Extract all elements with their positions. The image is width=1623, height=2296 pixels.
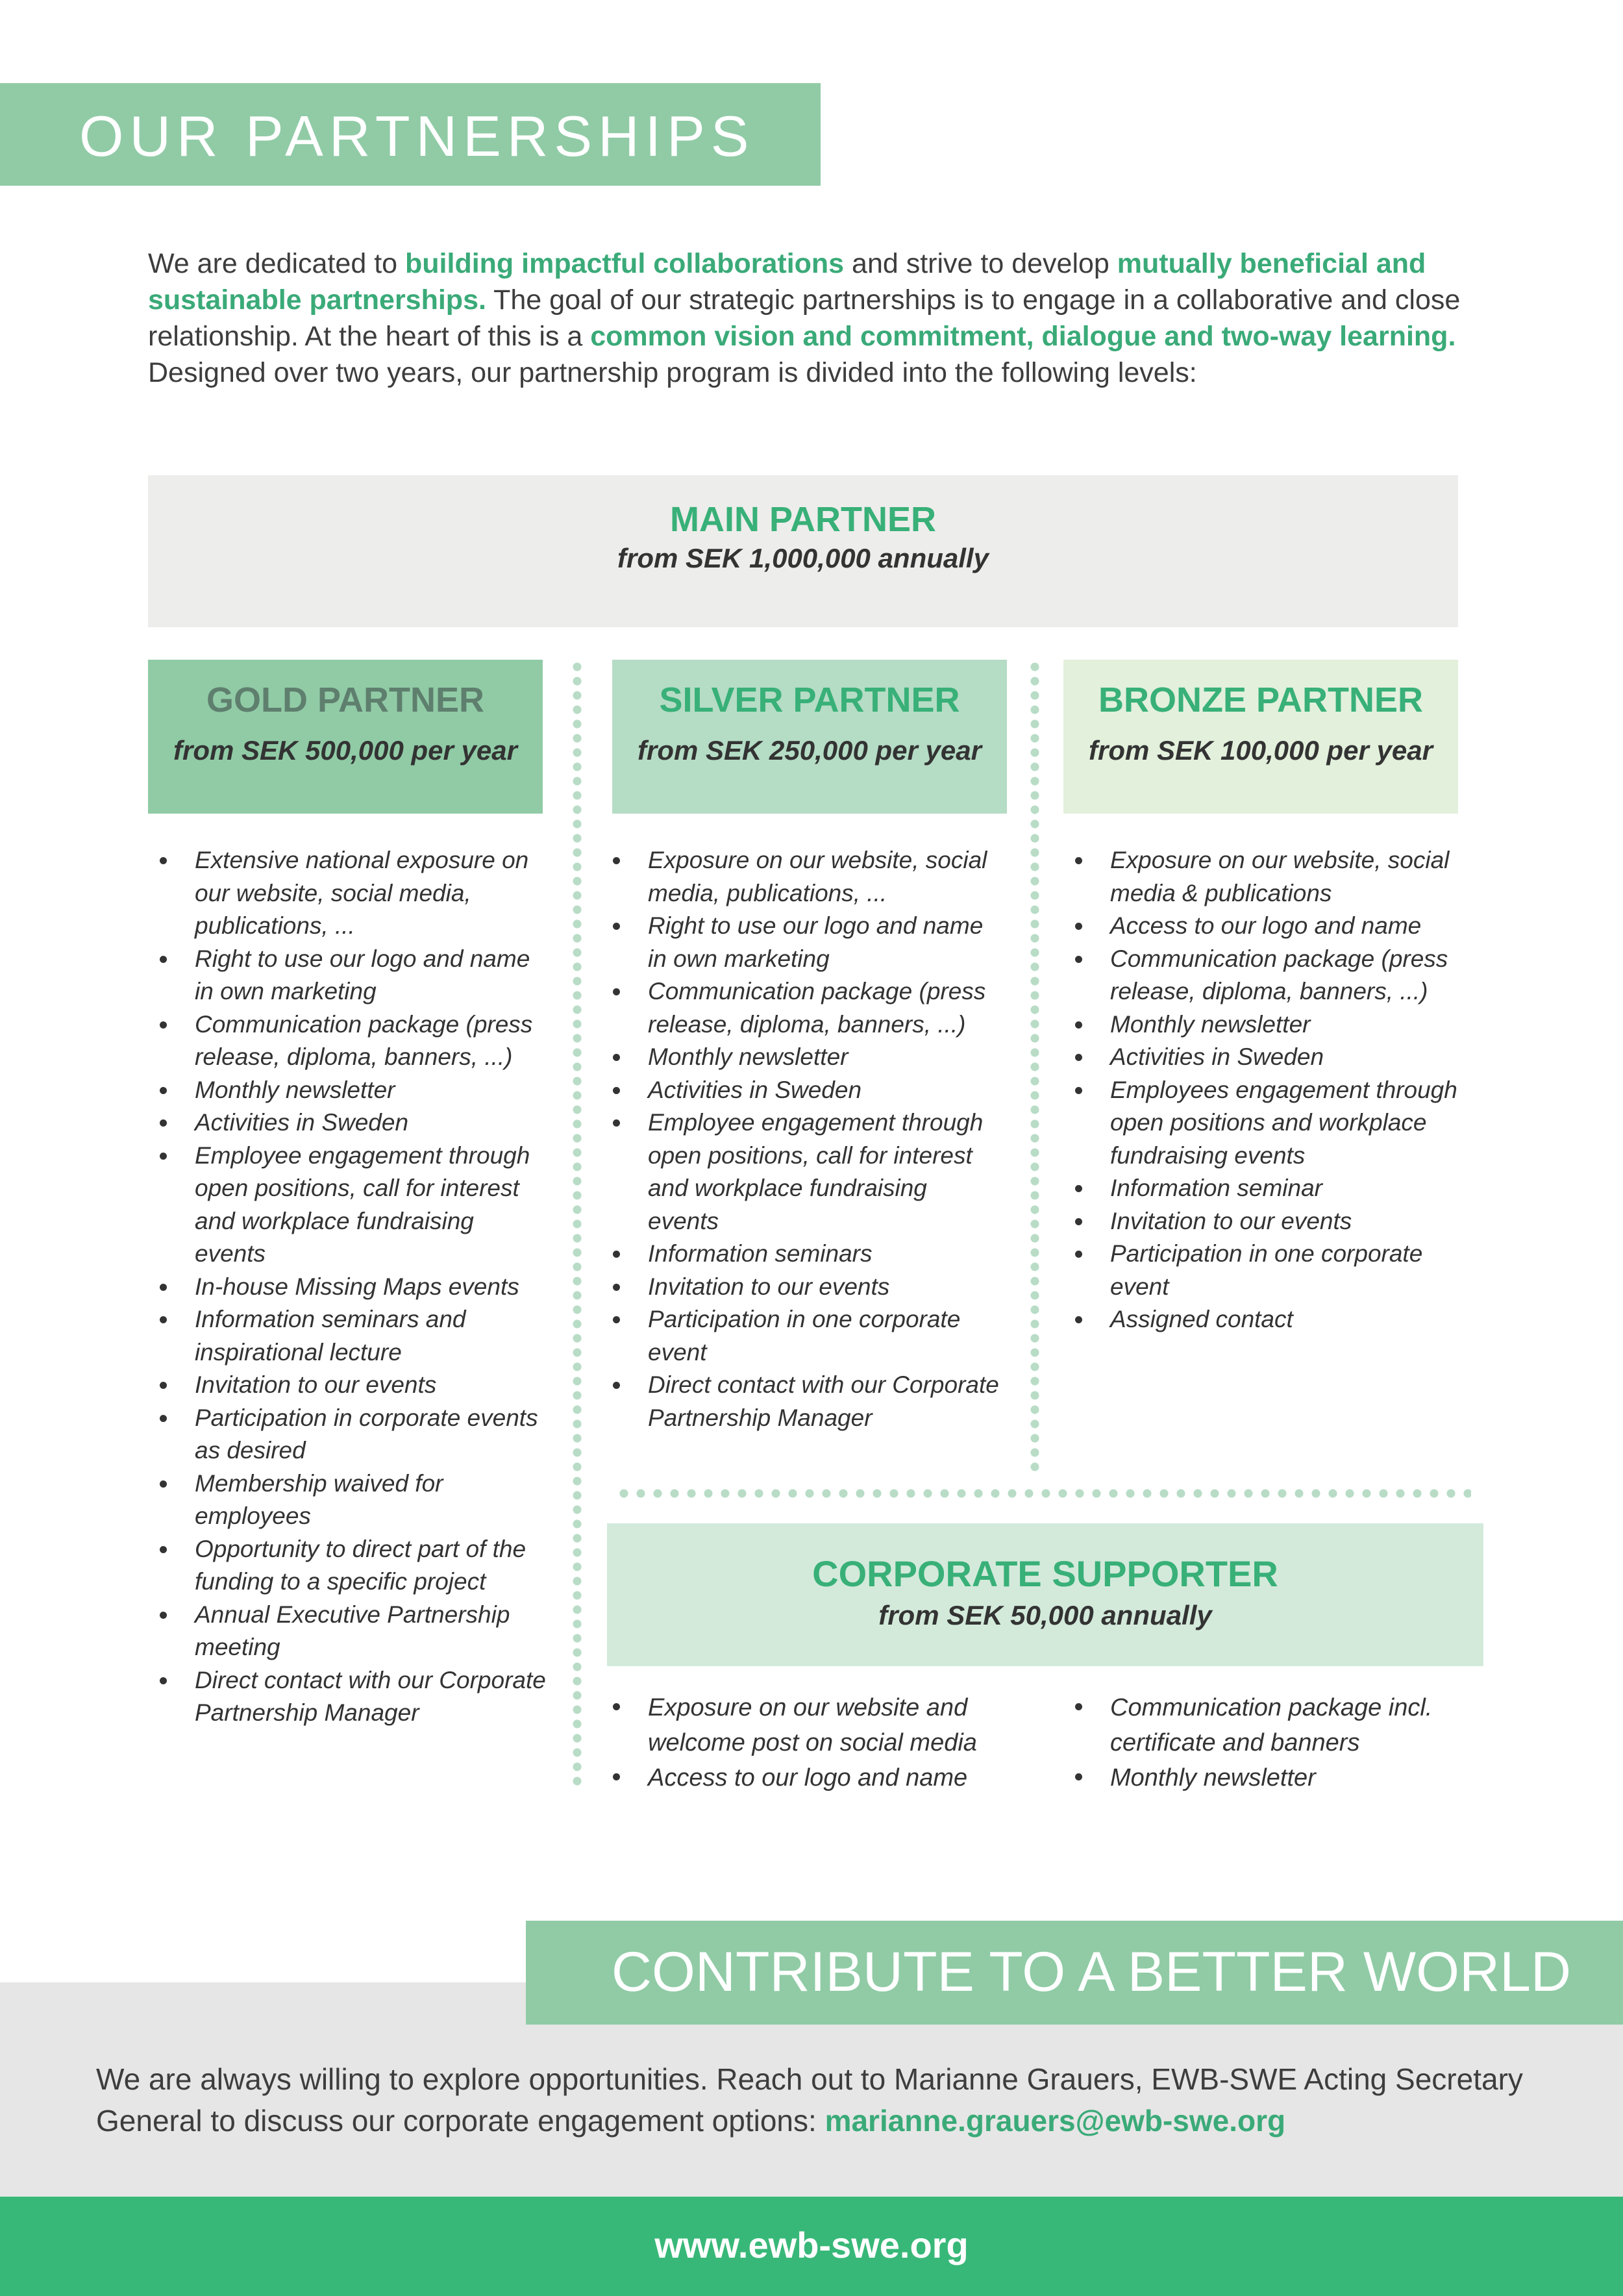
list-item: Invitation to our events xyxy=(1063,1205,1479,1238)
list-item: Employee engagement through open positions, call for interest and workplace fundraising events xyxy=(601,1106,1004,1238)
cta-heading: CONTRIBUTE TO A BETTER WORLD xyxy=(611,1941,1571,2003)
gold-partner-box xyxy=(148,660,543,814)
intro-highlight: building impactful collaborations xyxy=(405,248,845,279)
cta-band xyxy=(526,1921,1623,2025)
list-item: Communication package (press release, diploma, banners, ...) xyxy=(1063,943,1479,1008)
main-partner-box xyxy=(148,475,1458,627)
list-item: Communication package incl. certificate and banners xyxy=(1063,1690,1466,1760)
list-item: Monthly newsletter xyxy=(1063,1008,1479,1042)
gold-partner-title: GOLD PARTNER xyxy=(206,680,484,719)
list-item: Communication package (press release, diploma, banners, ...) xyxy=(601,975,1004,1041)
list-item: Monthly newsletter xyxy=(1063,1760,1466,1795)
intro-text: We are dedicated to xyxy=(148,248,406,279)
website-band xyxy=(0,2197,1623,2296)
main-partner-title: MAIN PARTNER xyxy=(670,500,936,539)
list-item: Invitation to our events xyxy=(601,1271,1004,1304)
list-item: Employees engagement through open positions and workplace fundraising events xyxy=(1063,1074,1479,1173)
bronze-partner-title: BRONZE PARTNER xyxy=(1098,680,1423,719)
corporate-benefits-right xyxy=(1063,1690,1466,1795)
list-item: Access to our logo and name xyxy=(1063,910,1479,943)
list-item: Participation in one corporate event xyxy=(601,1303,1004,1369)
list-item: Monthly newsletter xyxy=(148,1074,551,1107)
list-item: Right to use our logo and name in own marketing xyxy=(601,910,1004,975)
list-item: Access to our logo and name xyxy=(601,1760,1004,1795)
list-item: Activities in Sweden xyxy=(1063,1041,1479,1074)
list-item: Activities in Sweden xyxy=(601,1074,1004,1107)
corporate-supporter-box xyxy=(607,1523,1483,1666)
list-item: Opportunity to direct part of the funding to a specific project xyxy=(148,1533,551,1599)
list-item: Participation in corporate events as desired xyxy=(148,1402,551,1467)
corporate-supporter-price: from SEK 50,000 annually xyxy=(878,1600,1212,1630)
intro-text: Designed over two years, our partnership program is divided into the following levels: xyxy=(148,357,1197,388)
bronze-partner-box xyxy=(1063,660,1458,814)
contact-message: We are always willing to explore opportunities. Reach out to Marianne Grauers, EWB-SWE Acting Secretary General to discuss our corporate engagement options: xyxy=(96,2062,1523,2138)
contact-email-link[interactable]: marianne.grauers@ewb-swe.org xyxy=(824,2104,1286,2138)
intro-paragraph xyxy=(148,245,1467,391)
website-link[interactable]: www.ewb-swe.org xyxy=(654,2225,969,2265)
list-item: Direct contact with our Corporate Partnership Manager xyxy=(601,1369,1004,1434)
list-item: Information seminars and inspirational lecture xyxy=(148,1303,551,1369)
list-item: Information seminars xyxy=(601,1238,1004,1271)
silver-partner-box xyxy=(612,660,1007,814)
list-item: Exposure on our website and welcome post on social media xyxy=(601,1690,1004,1760)
silver-benefits-list xyxy=(601,844,1004,1434)
list-item: Communication package (press release, diploma, banners, ...) xyxy=(148,1008,551,1074)
list-item: Right to use our logo and name in own marketing xyxy=(148,943,551,1008)
list-item: Annual Executive Partnership meeting xyxy=(148,1599,551,1664)
page-title: OUR PARTNERSHIPS xyxy=(79,104,755,168)
title-band xyxy=(0,83,821,186)
list-item: Exposure on our website, social media & publications xyxy=(1063,844,1479,910)
bronze-partner-price: from SEK 100,000 per year xyxy=(1089,735,1433,766)
silver-partner-title: SILVER PARTNER xyxy=(659,680,960,719)
intro-text: The goal of our strategic partnerships is to engage in a collaborative and close relationship. At the heart of this is a xyxy=(148,284,1461,352)
list-item: Extensive national exposure on our website, social media, publications, ... xyxy=(148,844,551,943)
list-item: Activities in Sweden xyxy=(148,1106,551,1140)
list-item: In-house Missing Maps events xyxy=(148,1271,551,1304)
intro-highlight: mutually beneficial and sustainable partnerships. xyxy=(148,248,1426,316)
silver-partner-price: from SEK 250,000 per year xyxy=(638,735,982,766)
list-item: Membership waived for employees xyxy=(148,1467,551,1533)
list-item: Assigned contact xyxy=(1063,1303,1479,1336)
dotted-divider xyxy=(1028,660,1041,1471)
contact-text xyxy=(96,2058,1550,2141)
intro-highlight: common vision and commitment, dialogue and two-way learning. xyxy=(590,321,1456,352)
corporate-benefits-left xyxy=(601,1690,1004,1795)
dotted-divider xyxy=(571,660,584,1790)
intro-text: and strive to develop xyxy=(844,248,1117,279)
list-item: Information seminar xyxy=(1063,1172,1479,1205)
main-partner-price: from SEK 1,000,000 annually xyxy=(617,543,989,573)
dotted-divider xyxy=(615,1487,1471,1500)
gold-benefits-list xyxy=(148,844,551,1730)
gold-partner-price: from SEK 500,000 per year xyxy=(173,735,517,766)
list-item: Direct contact with our Corporate Partnership Manager xyxy=(148,1664,551,1730)
list-item: Exposure on our website, social media, publications, ... xyxy=(601,844,1004,910)
bronze-benefits-list xyxy=(1063,844,1479,1336)
list-item: Participation in one corporate event xyxy=(1063,1238,1479,1303)
list-item: Invitation to our events xyxy=(148,1369,551,1402)
corporate-supporter-title: CORPORATE SUPPORTER xyxy=(812,1553,1278,1594)
list-item: Monthly newsletter xyxy=(601,1041,1004,1074)
list-item: Employee engagement through open positions, call for interest and workplace fundraising events xyxy=(148,1140,551,1271)
